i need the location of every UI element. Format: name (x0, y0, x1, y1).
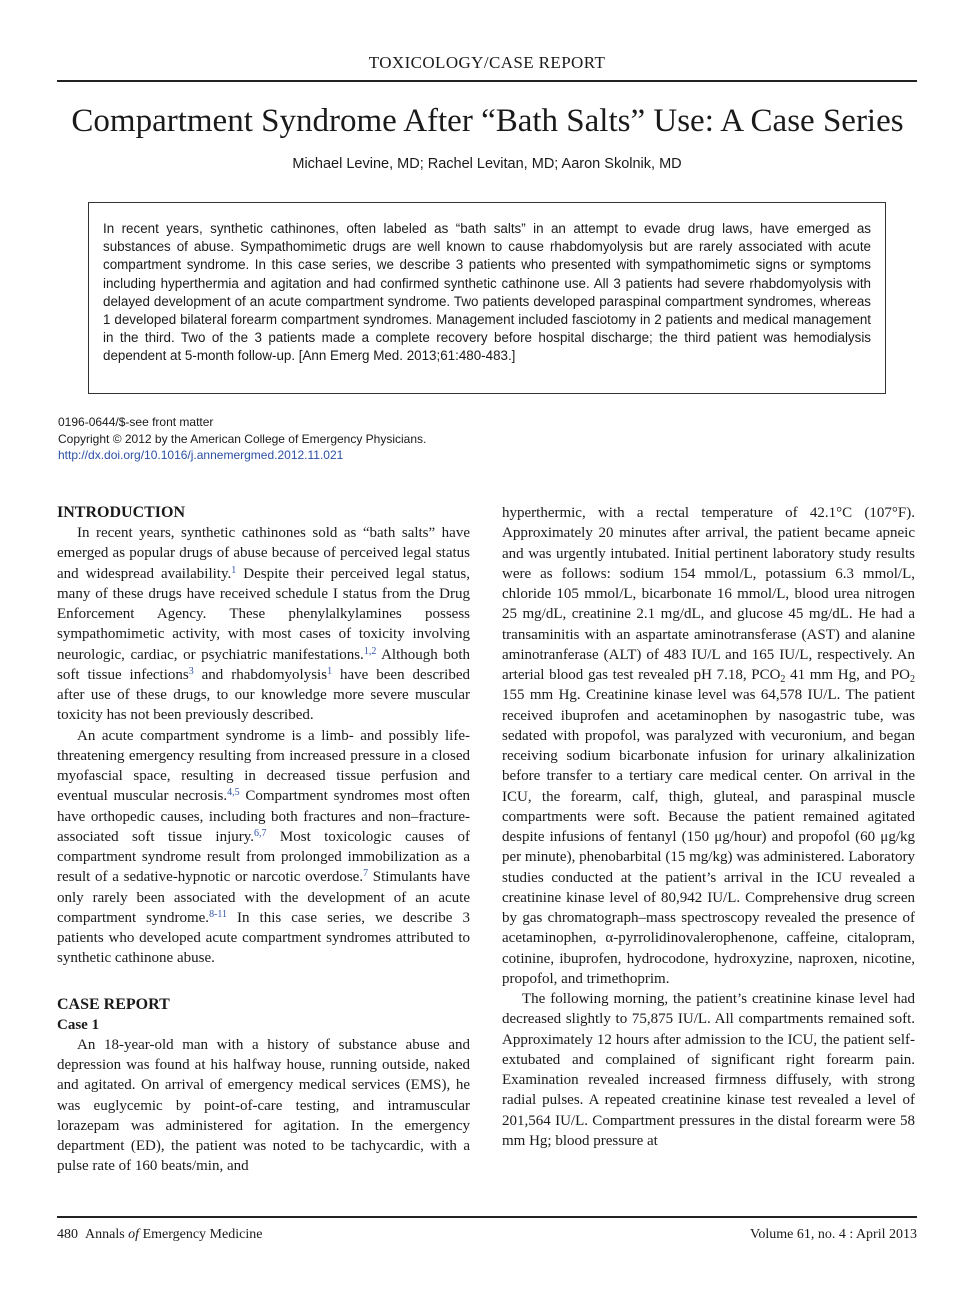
copyright-line: Copyright © 2012 by the American College of Emergency Physicians. (58, 431, 427, 446)
intro-paragraph-1: In recent years, synthetic cathinones sold as “bath salts” have emerged as popular drugs of abuse because of perceived legal status and widespread availability.$^1$ Despite their perceived legal status, many of these drugs have received schedule I status from the Drug Enforcement Agency. These phenylalkylamines possess sympathomimetic activity, with most cases of toxicity involving neurologic, cardiac, or psychiatric manifestations.$^{1,2}$ Although both soft tissue infections$^3$ and rhabdomyolysis$^1$ have been described after use of these drugs, to our knowledge more severe muscular toxicity has not been previously described. (57, 525, 470, 724)
case-1-paragraph-2: The following morning, the patient’s creatinine kinase level had decreased slightly to 75,875 IU/L. All compartments remained soft. Approximately 12 hours after admission to the ICU, the patient self-extubated and complained of significant right forearm pain. Examination revealed increased firmness diffusely, with strong radial pulses. A repeated creatinine kinase test revealed a level of 201,564 IU/L. Compartment pressures in the distal forearm were 58 mm Hg; blood pressure at (502, 991, 915, 1149)
journal-name: Annals of Emergency Medicine (85, 1227, 263, 1242)
header-rule (57, 80, 917, 82)
issue-info: Volume 61, no. 4 : April 2013 (750, 1227, 917, 1242)
case-1-heading: Case 1 (57, 1016, 100, 1033)
introduction-heading: INTRODUCTION (57, 504, 186, 521)
citation-ref[interactable]: 7 (363, 868, 369, 880)
front-matter (58, 414, 558, 464)
section-label: TOXICOLOGY/CASE REPORT (368, 53, 606, 72)
doi-link[interactable]: http://dx.doi.org/10.1016/j.annemergmed.2012.11.021 (58, 448, 344, 462)
citation-ref[interactable]: 1,2 (363, 645, 377, 657)
right-column (502, 503, 915, 1151)
citation-ref[interactable]: 3 (188, 665, 194, 677)
citation-ref[interactable]: 1 (327, 665, 333, 677)
citation-ref[interactable]: 4,5 (227, 787, 240, 799)
abstract-box: In recent years, synthetic cathinones, often labeled as “bath salts” in an attempt to evade drug laws, have emerged as substances of abuse. Sympathomimetic drugs are well known to cause rhabdomyolysis but are rarely associated with acute compartment syndrome. In this case series, we describe 3 patients who presented with sympathomimetic signs or symptoms including hyperthermia and agitation and had confirmed synthetic cathinone use. All 3 patients had severe rhabdomyolysis with delayed development of an acute compartment syndrome. Two patients developed paraspinal compartment syndromes, whereas 1 developed bilateral forearm compartment syndromes. Management included fasciotomy in 2 patients and medical management in the third. Two of the 3 patients made a complete recovery before hospital discharge; the third patient was hemodialysis dependent at 5-month follow-up. [Ann Emerg Med. 2013;61:480-483.] (88, 202, 886, 394)
intro-paragraph-2: An acute compartment syndrome is a limb- and possibly life-threatening emergency resulting from increased pressure in a closed myofascial space, resulting in decreased tissue perfusion and eventual muscular necrosis.$^{4,5}$ Compartment syndromes most often have orthopedic causes, including both fractures and non–fracture-associated soft tissue injury.$^{6,7}$ Most toxicologic causes of compartment syndrome result from prolonged immobilization as a result of a sedative-hypnotic or narcotic overdose.$^7$ Stimulants have only rarely been associated with the development of an acute compartment syndrome.$^{8-11}$ In this case series, we describe 3 patients who developed acute compartment syndromes attributed to synthetic cathinone abuse. (57, 727, 470, 967)
page-number: 480 (57, 1227, 78, 1242)
left-column (57, 503, 470, 1177)
case-1-paragraph-1-continued: hyperthermic, with a rectal temperature of 42.1°C (107°F). Approximately 20 minutes after arrival, the patient became apneic and was urgently intubated. Initial pertinent laboratory study results were as follows: sodium 154 mmol/L, potassium 6.3 mmol/L, chloride 105 mmol/L, bicarbonate 16 mmol/L, blood urea nitrogen 25 mg/dL, creatinine 2.1 mg/dL, and glucose 45 mg/dL. He had a transaminitis with an aspartate aminotransferase (AST) and alanine aminotranferase (ALT) of 483 IU/L and 165 IU/L, respectively. An arterial blood gas test revealed pH 7.18, $PCO_2$ 41 mm Hg, and $PO_2$ 155 mm Hg. Creatinine kinase level was 64,578 IU/L. The patient received ibuprofen and acetaminophen by nasogastric tube, was sedated with propofol, was paralyzed with vecuronium, and began receiving sodium bicarbonate infusion for urinary alkalinization before transfer to a tertiary care medical center. On arrival in the ICU, the forearm, calf, thigh, gluteal, and paraspinal muscle compartments were soft. Because the patient remained agitated despite infusions of fentanyl (150 μg/hour) and propofol (60 μg/kg per minute), phenobarbital (15 mg/kg) was administered. Laboratory studies conducted at the patient’s arrival in the ICU revealed a creatinine kinase level of 80,942 IU/L. Comprehensive drug screen by gas chromatograph–mass spectroscopy revealed the presence of acetaminophen, α-pyrrolidinovalerophenone, caffeine, citalopram, cotinine, ibuprofen, hydrocodone, hydroxyzine, naproxen, nicotine, propofol, and trimethoprim. (502, 505, 915, 987)
case-1-paragraph-1: An 18-year-old man with a history of substance abuse and depression was found at his halfway house, running outside, naked and agitated. On arrival of emergency medical services (EMS), he was euglycemic by point-of-care testing, and intramuscular lorazepam was administered for agitation. In the emergency department (ED), the patient was noted to be tachycardic, with a pulse rate of 160 beats/min, and (57, 1036, 470, 1175)
citation-ref[interactable]: 1 (231, 564, 237, 576)
citation-ref[interactable]: 8-11 (209, 908, 228, 920)
case-report-heading: CASE REPORT (57, 995, 170, 1013)
issn-line: 0196-0644/$-see front matter (58, 415, 214, 429)
article-title: Compartment Syndrome After “Bath Salts” Use: A Case Series (71, 103, 904, 139)
author-list: Michael Levine, MD; Rachel Levitan, MD; Aaron Skolnik, MD (292, 156, 682, 172)
page-footer (57, 1227, 917, 1243)
footer-rule (57, 1216, 917, 1218)
citation-ref[interactable]: 6,7 (254, 827, 267, 839)
